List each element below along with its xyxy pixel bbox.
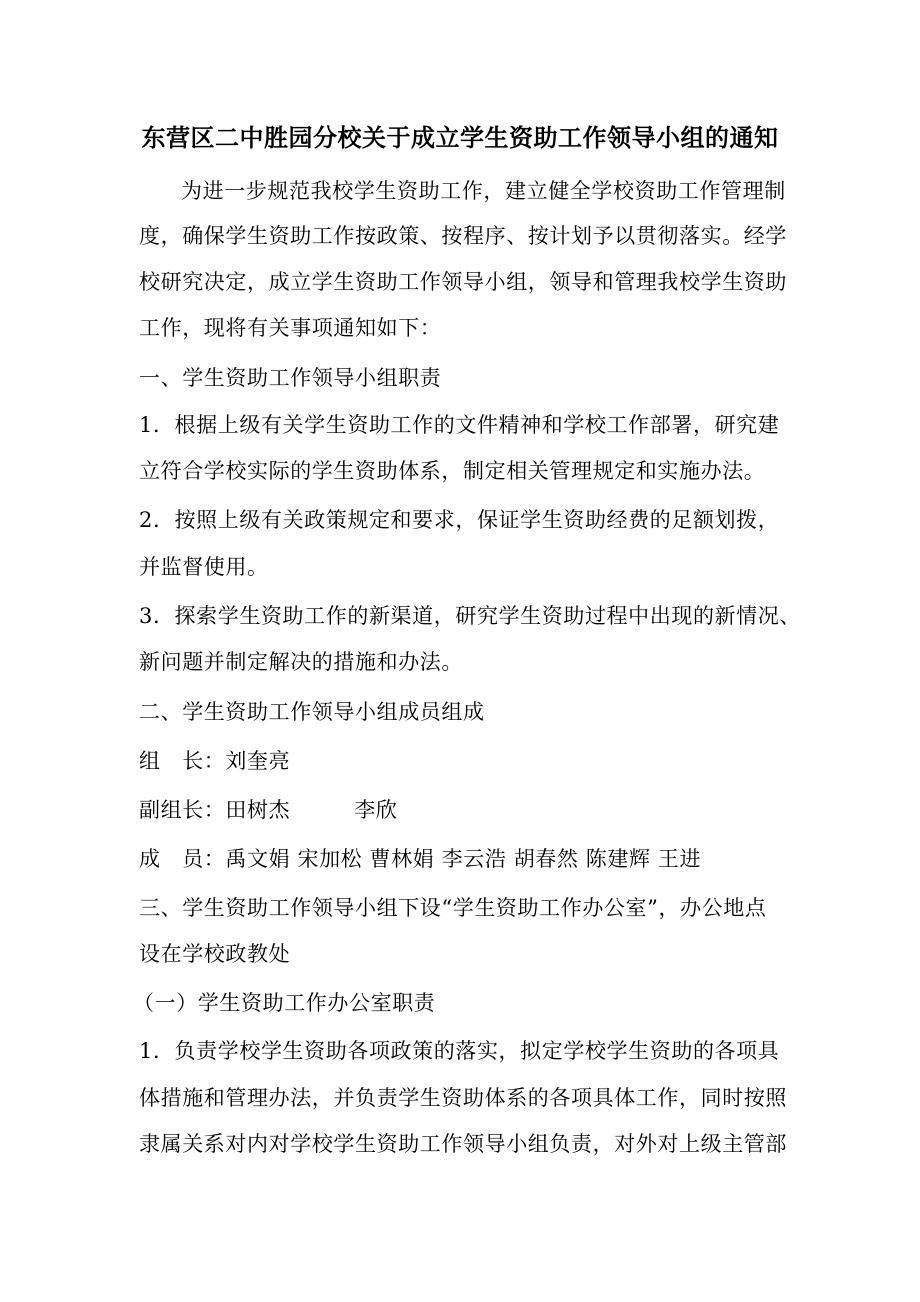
intro-line-1: 为进一步规范我校学生资助工作，建立健全学校资助工作管理制 — [181, 179, 786, 203]
document-title: 东营区二中胜园分校关于成立学生资助工作领导小组的通知 — [141, 123, 779, 152]
section-3-heading-line-2: 设在学校政教处 — [139, 942, 291, 966]
leader-row — [139, 746, 290, 776]
members-row — [139, 844, 701, 874]
deputy-name-2: 李欣 — [354, 798, 398, 822]
intro-line-2: 度，确保学生资助工作按政策、按程序、按计划予以贯彻落实。经学 — [139, 224, 787, 248]
intro-line-4: 工作，现将有关事项通知如下： — [139, 316, 442, 340]
members-label: 成 员： — [139, 847, 226, 871]
section-3-item-1-line-1: 1．负责学校学生资助各项政策的落实，拟定学校学生资助的各项具 — [139, 1039, 780, 1063]
section-1-item-1-line-1: 1．根据上级有关学生资助工作的文件精神和学校工作部署，研究建 — [139, 413, 780, 437]
section-3-item-1-line-3: 隶属关系对内对学校学生资助工作领导小组负责，对外对上级主管部 — [139, 1132, 787, 1156]
leader-label: 组 长： — [139, 749, 226, 773]
section-2-heading: 二、学生资助工作领导小组成员组成 — [139, 700, 485, 724]
members-names: 禹文娟 宋加松 曹林娟 李云浩 胡春然 陈建辉 王进 — [225, 847, 702, 871]
deputy-row — [139, 795, 397, 825]
deputy-label: 副组长： — [139, 798, 226, 822]
section-3-heading-line-1: 三、学生资助工作领导小组下设“学生资助工作办公室”，办公地点 — [139, 896, 767, 920]
section-3-item-1-line-2: 体措施和管理办法，并负责学生资助体系的各项具体工作，同时按照 — [139, 1086, 787, 1110]
intro-line-3: 校研究决定，成立学生资助工作领导小组，领导和管理我校学生资助 — [139, 270, 787, 294]
section-1-item-3-line-1: 3．探索学生资助工作的新渠道，研究学生资助过程中出现的新情况、 — [139, 604, 801, 628]
section-3-sub-heading: （一）学生资助工作办公室职责 — [133, 991, 436, 1015]
deputy-name-1: 田树杰 — [225, 798, 291, 822]
section-1-heading: 一、学生资助工作领导小组职责 — [139, 366, 442, 390]
section-1-item-1-line-2: 立符合学校实际的学生资助体系，制定相关管理规定和实施办法。 — [139, 459, 766, 483]
section-1-item-2-line-2: 并监督使用。 — [139, 555, 269, 579]
section-1-item-2-line-1: 2．按照上级有关政策规定和要求，保证学生资助经费的足额划拨， — [139, 508, 780, 532]
leader-name: 刘奎亮 — [225, 749, 291, 773]
section-1-item-3-line-2: 新问题并制定解决的措施和办法。 — [139, 650, 463, 674]
